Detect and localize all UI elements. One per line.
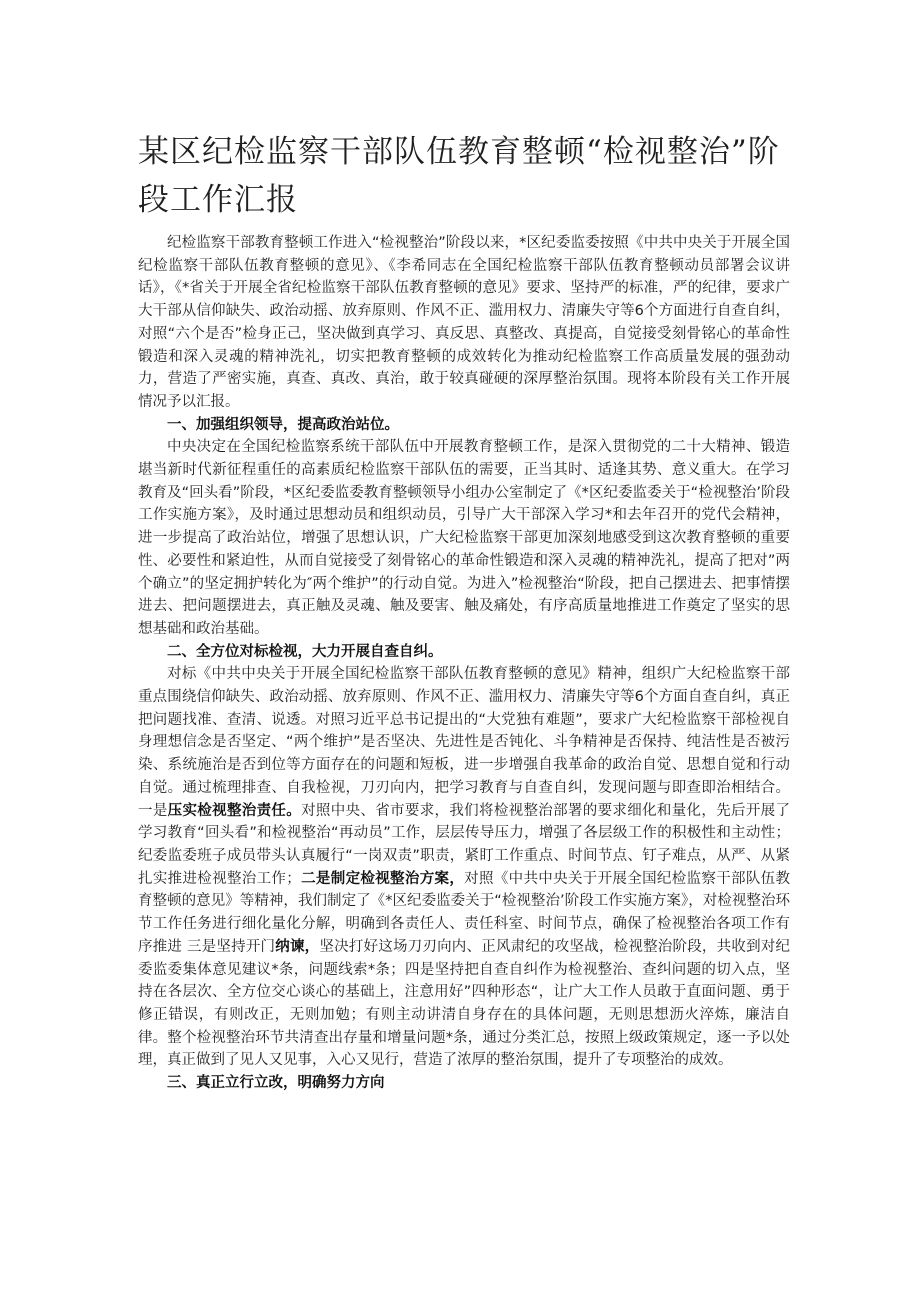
section-2-text-e: 坚决打好这场刀刃向内、正风肃纪的攻坚战，检视整治阶段，共收到对纪委监委集体意见建议*条，问题线索*条；四是坚持把自查自纠作为检视整治、查纠问题的切入点，坚持在各层次、全方位交心谈心的基础上，注意用好”四种形态“，让广大工作人员敢于直面问题、勇于修正错误，有则改正，无则加勉；有则主动讲清自身存在的具体问题，无则思想沥火淬炼，廉洁自律。整个检视整治环节共清查出存量和增量问题*条，通过分类汇总，按照上级政策规定，逐一予以处理，真正做到了见人又见事，入心又见行，营造了浓厚的整治氛围，提升了专项整治的成效。 bbox=[138, 938, 791, 1069]
section-2-text-d: 三是坚持开门 bbox=[186, 938, 276, 955]
section-2-bold-1: 压实检视整治责任。 bbox=[167, 802, 302, 819]
section-2-heading: 二、全方位对标检视，大力开展自查自纠。 bbox=[167, 643, 443, 660]
section-2-text-c: 对照《中共中央关于开展全国纪检监察干部队伍教育整顿的意见》等精神，我们制定了《*区纪委监委关于“检视整治’阶段工作实施方案》，对检视整治环节工作任务进行细化量化分解，明确到各责任人、责任科室、时间节点，确保了检视整治各项工作有序推进 bbox=[138, 870, 791, 955]
document-body bbox=[138, 232, 790, 1095]
section-2-paragraph bbox=[138, 663, 790, 1072]
section-2-bold-3: 纳谏， bbox=[275, 938, 320, 955]
section-3-heading: 三、真正立行立改，明确努力方向 bbox=[167, 1075, 385, 1092]
section-2-text-b: 对照中央、省市要求，我们将检视整治部署的要求细化和量化，先后开展了学习教育“回头看”和检视整治“再动员”工作，层层传导压力，增强了各层级工作的积极性和主动性；纪委监委班子成员带头认真履行“一岗双责”职责，紧盯工作重点、时间节点、钉子难点，从严、从紧扎实推进检视整治工作； bbox=[138, 802, 791, 887]
section-1-heading: 一、加强组织领导，提高政治站位。 bbox=[167, 416, 399, 433]
section-2-text-a: 对标《中共中央关于开展全国纪检监察干部队伍教育整顿的意见》精神，组织广大纪检监察干部重点围绕信仰缺失、政治动摇、放弃原则、作风不正、滥用权力、清廉失守等6个方面自查自纠，真正把问题找准、查清、说透。对照习近平总书记提出的“大党独有难题”，要求广大纪检监察干部检视自身理想信念是否坚定、“两个维护”是否坚决、先进性是否钝化、斗争精神是否保持、纯洁性是否被污染、系统施治是否到位等方面存在的问题和短板，进一步增强自我革命的政治自觉、思想自觉和行动自觉。通过梳理排查、自我检视，刀刃向内，把学习教育与自查自纠，发现问题与即查即治相结合。一是 bbox=[138, 666, 790, 819]
intro-paragraph: 纪检监察干部教育整顿工作进入“检视整治”阶段以来，*区纪委监委按照《中共中央关于开展全国纪检监察干部队伍教育整顿的意见》、《李希同志在全国纪检监察干部队伍教育整顿动员部署会议讲话》，《*省关于开展全省纪检监察干部队伍教育整顿的意见》要求、坚持严的标准，严的纪律，要求广大干部从信仰缺失、政治动摇、放弃原则、作风不正、滥用权力、清廉失守等6个方面进行自查自纠，对照“六个是否”检身正己，坚决做到真学习、真反思、真整改、真提高，自觉接受刻骨铭心的革命性锻造和深入灵魂的精神洗礼，切实把教育整顿的成效转化为推动纪检监察工作高质量发展的强劲动力，营造了严密实施，真查、真改、真治，敢于较真碰硬的深厚整治氛围。现将本阶段有关工作开展情况予以汇报。 bbox=[138, 235, 790, 410]
document-title: 某区纪检监察干部队伍教育整顿“检视整治”阶段工作汇报 bbox=[138, 134, 780, 218]
section-2-bold-2: 二是制定检视整治方案， bbox=[300, 870, 465, 887]
section-1-paragraph: 中央决定在全国纪检监察系统干部队伍中开展教育整顿工作，是深入贯彻党的二十大精神、锻造堪当新时代新征程重任的高素质纪检监察干部队伍的需要，正当其时、适逢其势、意义重大。在学习教育及“回头看”阶段，*区纪委监委教育整顿领导小组办公室制定了《*区纪委监委关于“检视整治’阶段工作实施方案》，及时通过思想动员和组织动员，引导广大干部深入学习*和去年召开的党代会精神，进一步提高了政治站位，增强了思想认识，广大纪检监察干部更加深刻地感受到这次教育整顿的重要性、必要性和紧迫性，从而自觉接受了刻骨铭心的革命性锻造和深入灵魂的精神洗礼，提高了把对”两个确立”的坚定拥护转化为″两个维护”的行动自觉。为进入”检视整治“阶段，把自己摆进去、把事情摆进去、把问题摆进去，真正触及灵魂、触及要害、触及痛处，有序高质量地推进工作奠定了坚实的思想基础和政治基础。 bbox=[138, 439, 790, 637]
